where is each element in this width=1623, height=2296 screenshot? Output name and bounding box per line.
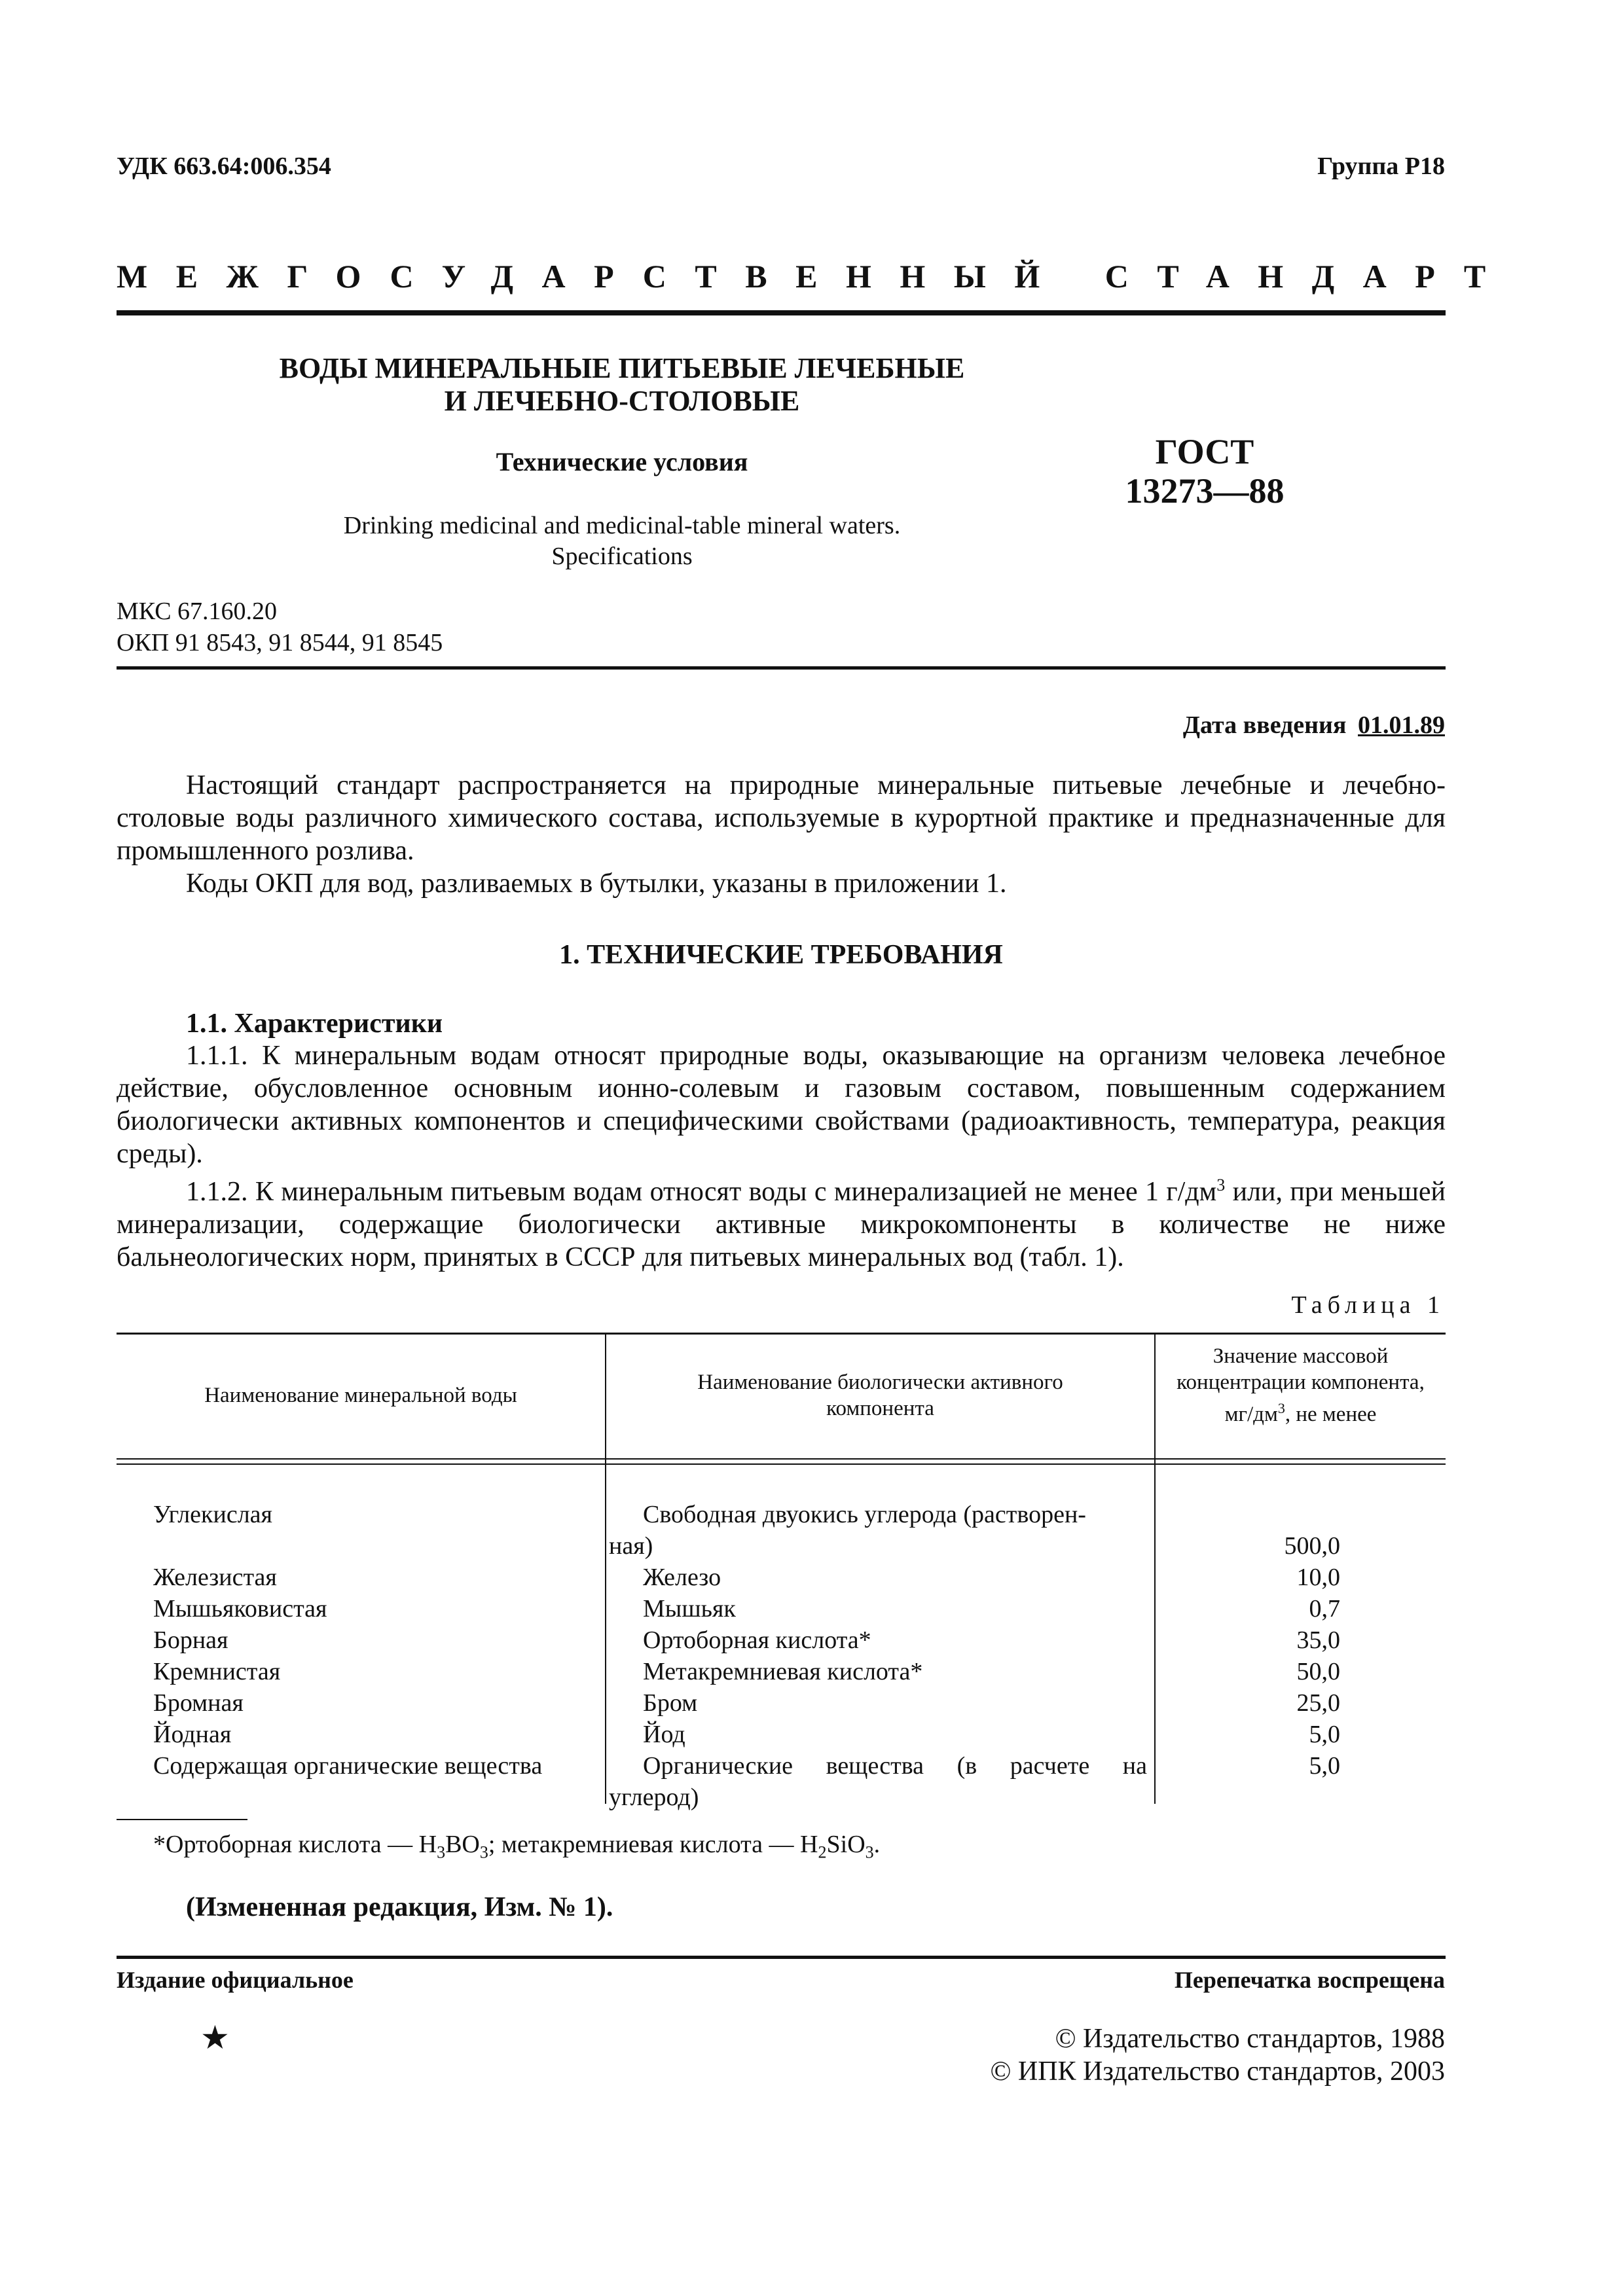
group-code: Группа Р18 (1317, 152, 1445, 180)
table-header-rule-1 (117, 1458, 1446, 1460)
table-cell-water: Борная (153, 1626, 228, 1654)
table-cell-value: 5,0 (1309, 1721, 1340, 1748)
footnote-part: *Ортоборная кислота — H (153, 1831, 437, 1858)
gost-number: 13273—88 (1125, 471, 1285, 511)
footnote-part: . (873, 1831, 881, 1858)
introduction-date (1183, 711, 1445, 740)
table-cell-water: Мышьяковистая (153, 1595, 327, 1623)
title-line-2: И ЛЕЧЕБНО-СТОЛОВЫЕ (444, 385, 800, 417)
classification-codes (117, 596, 443, 658)
official-edition: Издание официальное (117, 1967, 354, 1993)
col3-header-text-end: , не менее (1285, 1403, 1377, 1426)
drinking-water-definition (117, 1169, 1446, 1274)
subsection-title: 1.1. Характеристики (186, 1009, 443, 1039)
para-4-text-start: 1.1.2. К минеральным питьевым водам относят воды с минерализацией не менее 1 г/дм (186, 1177, 1217, 1207)
scope-paragraph: Настоящий стандарт распространяется на природные минеральные питьевые лечебные и лечебно-столовые воды различного химического состава, используемые в курортной практике и предназначенные для промышленного розлива. (117, 770, 1446, 866)
table-cell-water: Йодная (153, 1721, 232, 1748)
introduction-date-value: 01.01.89 (1358, 711, 1445, 739)
table-cell-value: 35,0 (1296, 1626, 1340, 1654)
english-title-line-1: Drinking medicinal and medicinal-table mineral waters. (343, 512, 901, 539)
reprint-prohibited: Перепечатка воспрещена (1174, 1967, 1445, 1993)
footnote-part: SiO (826, 1831, 866, 1858)
table-header-rule-2 (117, 1463, 1446, 1465)
table-cell-value: 500,0 (1284, 1532, 1340, 1560)
mks-code: МКС 67.160.20 (117, 598, 278, 625)
table-cell-value: 0,7 (1309, 1595, 1340, 1623)
document-title (196, 352, 1048, 418)
standard-type: МЕЖГОСУДАРСТВЕННЫЙ СТАНДАРТ (117, 258, 1514, 295)
gost-label: ГОСТ (1155, 432, 1254, 471)
table-header-water-name: Наименование минеральной воды (204, 1384, 517, 1407)
star-icon: ★ (200, 2019, 230, 2056)
table-cell-water: Кремнистая (153, 1658, 281, 1685)
table-header-component-name: Наименование биологически активного компонента (697, 1371, 1063, 1420)
copyright-line-1: © Издательство стандартов, 1988 (1055, 2024, 1445, 2054)
udk-code: УДК 663.64:006.354 (117, 152, 331, 180)
title-line-1: ВОДЫ МИНЕРАЛЬНЫЕ ПИТЬЕВЫЕ ЛЕЧЕБНЫЕ (279, 352, 965, 384)
table-cell-component: Йод (643, 1721, 685, 1748)
copyright-line-2: © ИПК Издательство стандартов, 2003 (990, 2056, 1445, 2087)
table-cell-component: Бром (643, 1689, 698, 1717)
table-cell-value: 25,0 (1296, 1689, 1340, 1717)
footnote-subscript: 3 (865, 1842, 874, 1862)
para-4-text-end: или, при меньшей минерализации, содержащие биологически активные микрокомпоненты в количестве не ниже бальнеологических норм, принятых в СССР для питьевых минеральных вод (табл. 1). (117, 1177, 1446, 1272)
okp-reference-paragraph: Коды ОКП для вод, разливаемых в бутылки, указаны в приложении 1. (186, 869, 1007, 899)
table-caption: Таблица 1 (1291, 1291, 1445, 1319)
footnote-subscript: 3 (479, 1842, 488, 1862)
table-cell-water: Железистая (153, 1564, 277, 1591)
table-footnote (153, 1830, 880, 1863)
english-title-line-2: Specifications (551, 543, 693, 570)
table-cell-value: 10,0 (1296, 1564, 1340, 1591)
footnote-rule (117, 1819, 247, 1820)
para-4-superscript: 3 (1216, 1175, 1226, 1194)
codes-rule (117, 666, 1446, 670)
table-cell-water: Содержащая органические вещества (153, 1752, 543, 1780)
footnote-subscript: 3 (437, 1842, 446, 1862)
gost-designation (1100, 432, 1309, 511)
table-cell-component-continued: углерод) (609, 1784, 699, 1811)
section-title: 1. ТЕХНИЧЕСКИЕ ТРЕБОВАНИЯ (559, 940, 1003, 970)
table-top-rule (117, 1333, 1446, 1335)
col3-header-text: Значение массовой концентрации компонента, мг/дм (1176, 1344, 1425, 1426)
header-rule (117, 310, 1446, 315)
english-title (196, 511, 1048, 572)
table-cell-component: Ортоборная кислота* (643, 1626, 871, 1654)
table-cell-component: Железо (643, 1564, 721, 1591)
document-subtitle: Технические условия (496, 447, 748, 476)
footnote-part: BO (445, 1831, 480, 1858)
footer-rule (117, 1956, 1446, 1959)
table-cell-value: 5,0 (1309, 1752, 1340, 1780)
introduction-date-label: Дата введения (1182, 711, 1347, 739)
footnote-part: ; метакремниевая кислота — H (488, 1831, 818, 1858)
table-cell-component: Свободная двуокись углерода (растворен- (643, 1501, 1086, 1528)
copyright-block (990, 2022, 1445, 2088)
table-cell-component: Мышьяк (643, 1595, 736, 1623)
table-header-concentration (1156, 1343, 1446, 1427)
table-cell-water: Углекислая (153, 1501, 273, 1528)
table-cell-value: 50,0 (1296, 1658, 1340, 1685)
table-cell-water: Бромная (153, 1689, 244, 1717)
okp-code: ОКП 91 8543, 91 8544, 91 8545 (117, 629, 443, 656)
table-cell-component-continued: ная) (609, 1532, 653, 1560)
table-cell-component: Органические вещества (в расчете на (643, 1752, 1147, 1780)
table-cell-component: Метакремниевая кислота* (643, 1658, 923, 1685)
footnote-subscript: 2 (818, 1842, 827, 1862)
mineral-water-definition: 1.1.1. К минеральным водам относят природные воды, оказывающие на организм человека лечебное действие, обусловленное основным ионно-солевым и газовым составом, повышенным содержанием биологически активных компонентов и специфическими свойствами (радиоактивность, температура, реакция среды). (117, 1041, 1446, 1169)
amendment-note: (Измененная редакция, Изм. № 1). (186, 1892, 613, 1922)
col3-header-superscript: 3 (1277, 1400, 1285, 1416)
